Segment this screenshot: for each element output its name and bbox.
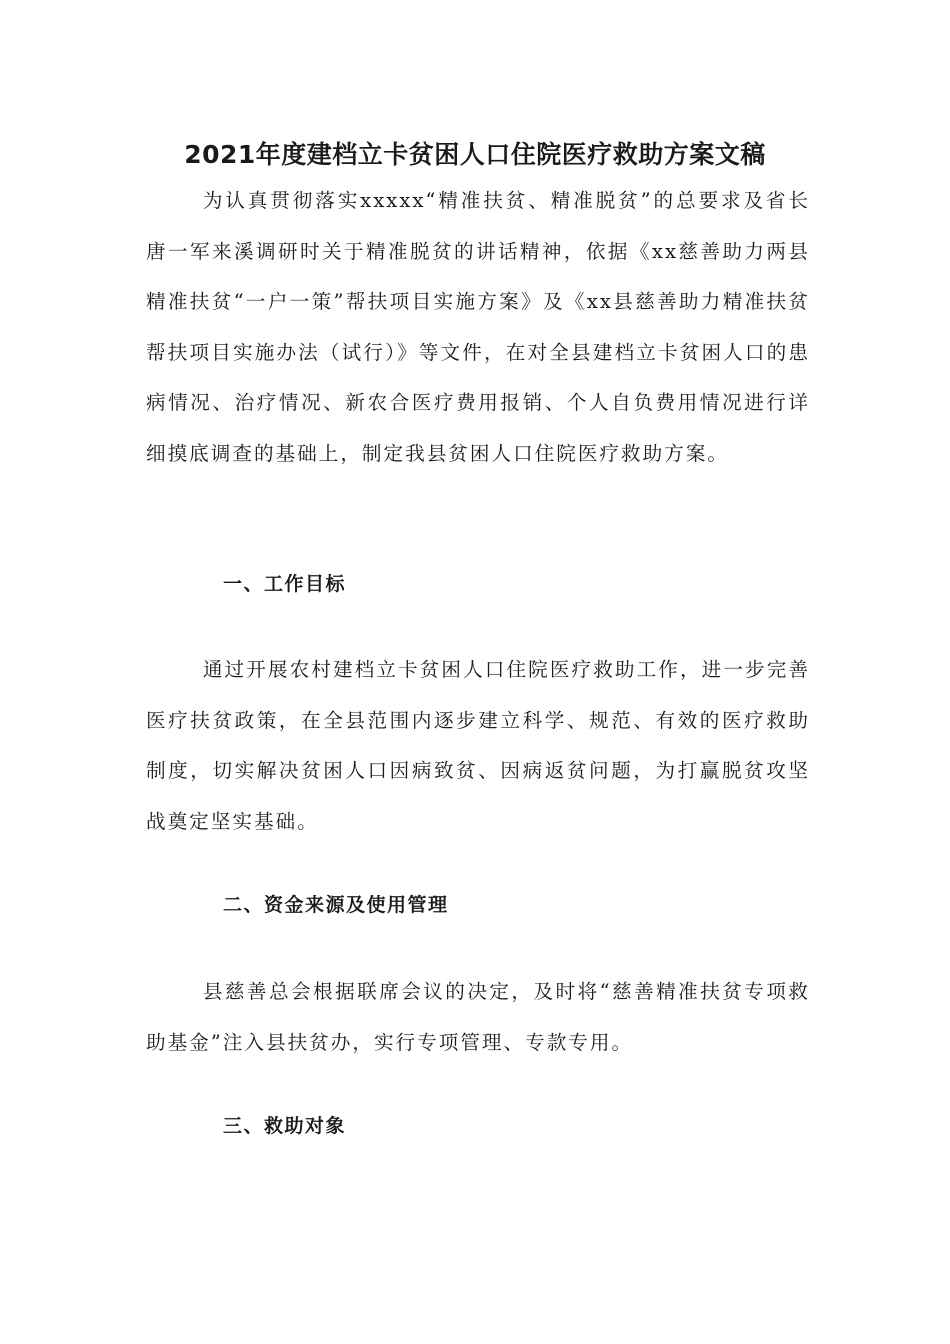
section-heading-recipients: 三、救助对象 <box>223 1115 347 1137</box>
section-heading-funding: 二、资金来源及使用管理 <box>223 894 449 916</box>
intro-paragraph: 为认真贯彻落实xxxxx“精准扶贫、精准脱贫”的总要求及省长唐一军来溪调研时关于精准脱贫的讲话精神，依据《xx慈善助力两县精准扶贫“一户一策”帮扶项目实施方案》及《xx县慈善助力精准扶贫帮扶项目实施办法（试行）》等文件，在对全县建档立卡贫困人口的患病情况、治疗情况、新农合医疗费用报销、个人自负费用情况进行详细摸底调查的基础上，制定我县贫困人口住院医疗救助方案。 <box>146 189 810 465</box>
document-title: 2021年度建档立卡贫困人口住院医疗救助方案文稿 <box>184 140 766 169</box>
section-body-funding: 县慈善总会根据联席会议的决定，及时将“慈善精准扶贫专项救助基金”注入县扶贫办，实行专项管理、专款专用。 <box>146 980 810 1054</box>
section-heading-work-goals: 一、工作目标 <box>223 573 347 595</box>
section-body-work-goals: 通过开展农村建档立卡贫困人口住院医疗救助工作，进一步完善医疗扶贫政策，在全县范围内逐步建立科学、规范、有效的医疗救助制度，切实解决贫困人口因病致贫、因病返贫问题，为打赢脱贫攻坚战奠定坚实基础。 <box>146 658 810 833</box>
